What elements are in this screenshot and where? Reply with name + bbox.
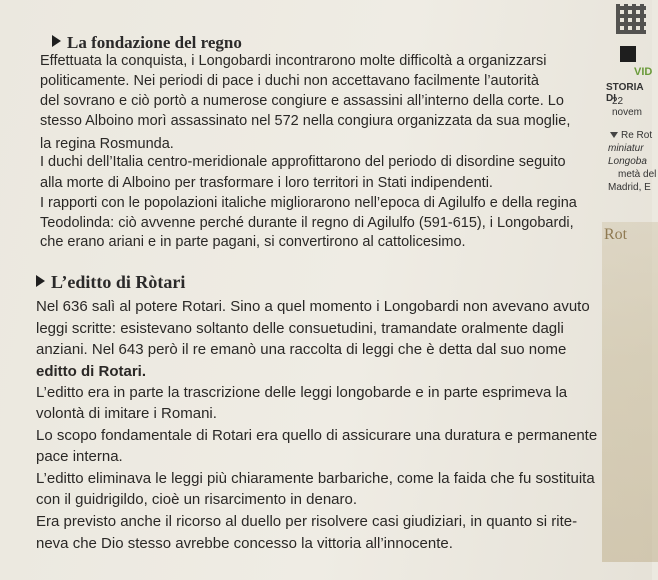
paragraph-line: leggi scritte: esistevano soltanto delle consuetudini, tramandate oralmente dagli xyxy=(36,320,564,337)
paragraph-line: Effettuata la conquista, i Longobardi incontrarono molte difficoltà a organizzarsi xyxy=(40,53,547,69)
paragraph-line: L’editto era in parte la trascrizione delle leggi longobarde e in parte esprimeva la xyxy=(36,384,568,401)
paragraph-line: del sovrano e ciò portò a numerose congiure e assassini all’interno della corte. Lo xyxy=(40,93,564,109)
manuscript-image xyxy=(602,222,658,562)
caption-line: Longoba xyxy=(608,156,647,167)
paragraph-line: pace interna. xyxy=(36,448,123,465)
paragraph-line: alla morte di Alboino per trasformare i loro territori in Stati indipendenti. xyxy=(40,175,493,191)
section-heading-fondazione xyxy=(52,33,242,53)
paragraph-line: con il guidrigildo, cioè un risarcimento in denaro. xyxy=(36,491,358,508)
paragraph-line: volontà di imitare i Romani. xyxy=(36,405,217,422)
paragraph-line: L’editto eliminava le leggi più chiaramente barbariche, come la faida che fu sostituita xyxy=(36,470,595,487)
caption-title: Re Rot xyxy=(610,130,652,141)
paragraph-line: editto di Rotari. xyxy=(36,363,146,380)
caption-line: Madrid, E xyxy=(608,182,651,193)
bullet-triangle-icon xyxy=(52,35,61,47)
caption-line: miniatur xyxy=(608,143,644,154)
paragraph-line: che erano ariani e in parte pagani, si convertirono al cattolicesimo. xyxy=(40,234,466,250)
video-label: VID xyxy=(634,66,653,78)
arrow-down-icon xyxy=(610,132,618,138)
date-label: 22 novem xyxy=(612,96,643,118)
paragraph-line: neva che Dio stesso avrebbe concesso la vittoria all’innocente. xyxy=(36,535,453,552)
paragraph-line: anziani. Nel 643 però il re emanò una raccolta di leggi che è detta dal suo nome xyxy=(36,341,567,358)
bullet-triangle-icon xyxy=(36,275,45,287)
section-heading-editto xyxy=(36,272,185,293)
section-title: L’editto di Ròtari xyxy=(51,272,186,292)
paragraph-line: I duchi dell’Italia centro-meridionale approfittarono del periodo di disordine seguito xyxy=(40,154,566,170)
paragraph-line: I rapporti con le popolazioni italiche migliorarono nell’epoca di Agilulfo e della regina xyxy=(40,195,577,211)
paragraph-line: Nel 636 salì al potere Rotari. Sino a quel momento i Longobardi non avevano avuto xyxy=(36,298,590,315)
paragraph-line: Lo scopo fondamentale di Rotari era quello di assicurare una duratura e permanente xyxy=(36,427,598,444)
qr-code-icon xyxy=(620,46,636,62)
paragraph-line: la regina Rosmunda. xyxy=(40,136,174,152)
paragraph-line: Teodolinda: ciò avvenne perché durante il regno di Agilulfo (591-615), i Longobardi, xyxy=(40,215,574,231)
manuscript-image-text: Rot xyxy=(604,226,628,243)
section-title: La fondazione del regno xyxy=(67,33,242,52)
paragraph-line: stesso Alboino morì assassinato nel 572 nella congiura organizzata da sua moglie, xyxy=(40,113,571,129)
caption-line: metà del xyxy=(618,169,657,180)
storia-label: STORIA DI xyxy=(606,82,644,104)
paragraph-line: Era previsto anche il ricorso al duello per risolvere casi giudiziari, in quanto si rite- xyxy=(36,513,578,530)
margin-sidebar xyxy=(598,0,657,580)
paragraph-line: politicamente. Nei periodi di pace i duchi non accettavano facilmente l’autorità xyxy=(40,73,539,89)
qr-code-icon xyxy=(616,4,646,34)
